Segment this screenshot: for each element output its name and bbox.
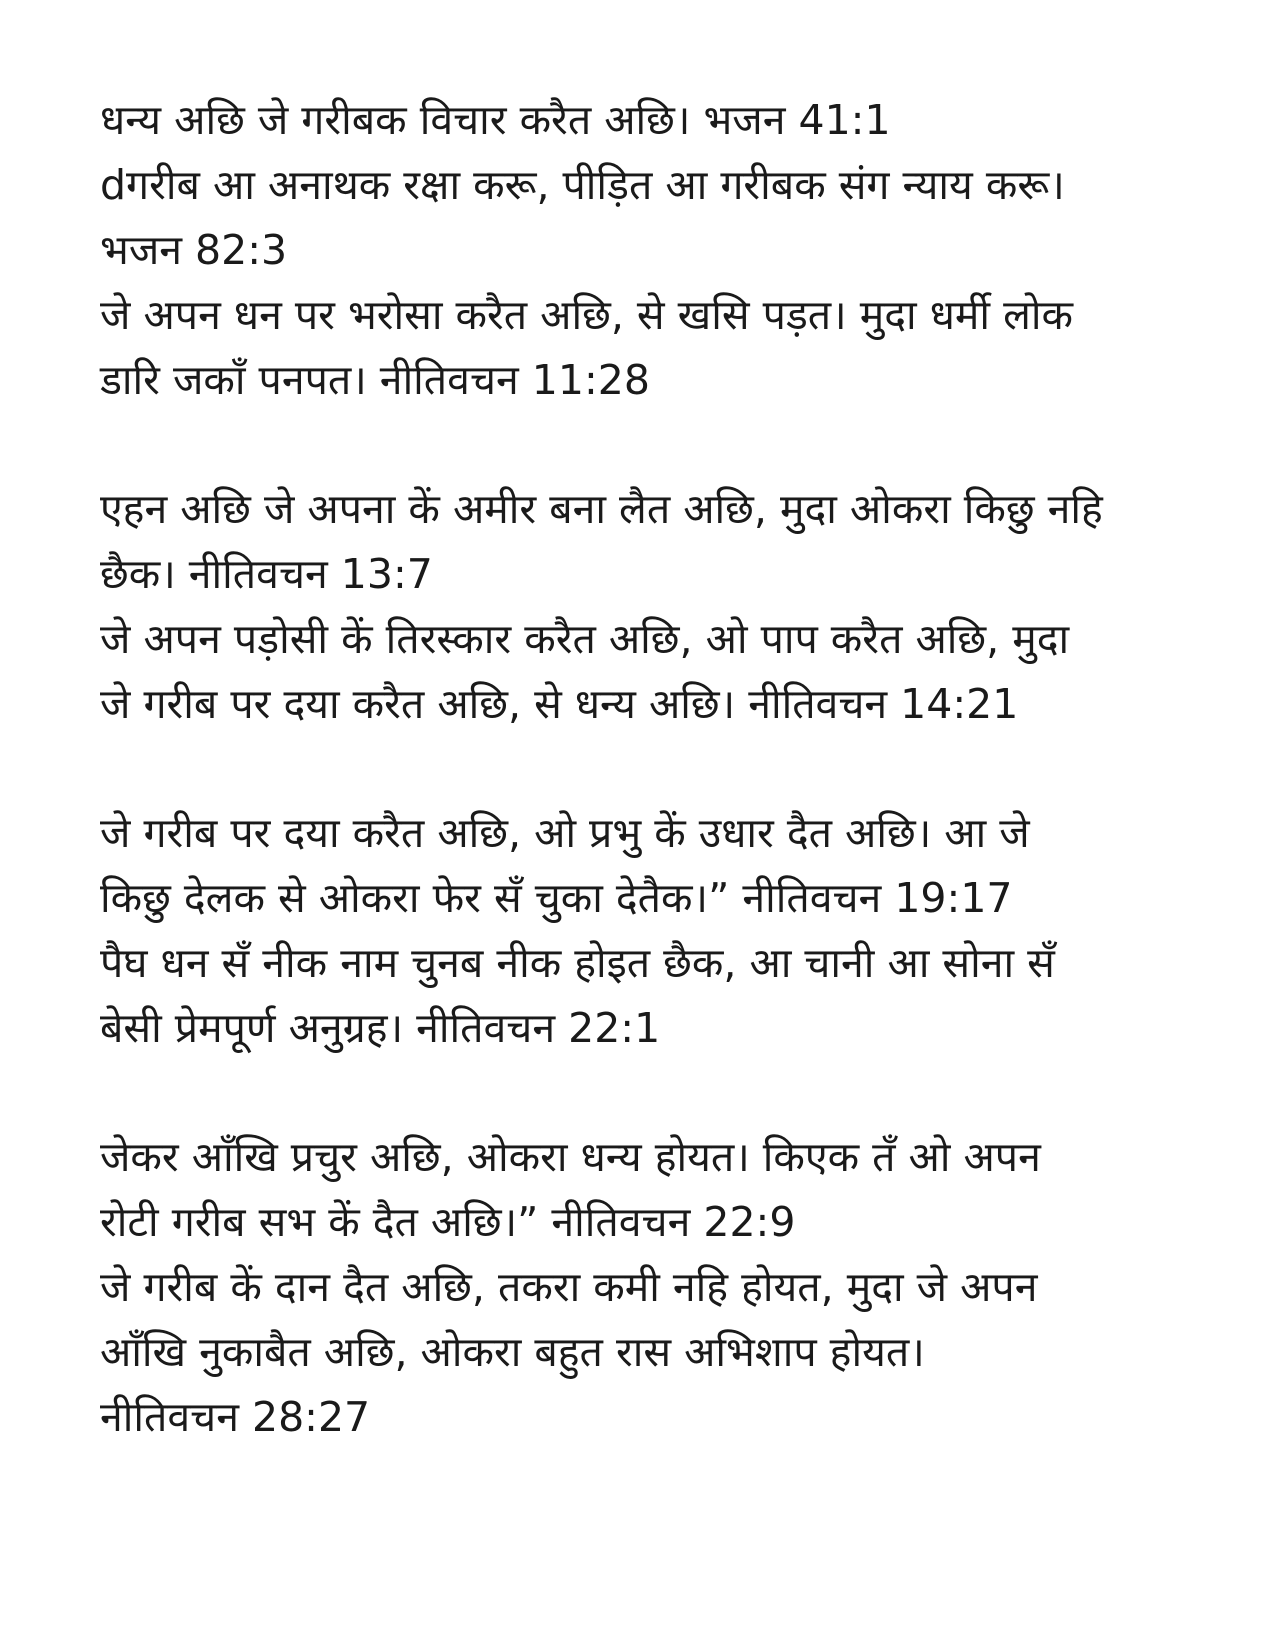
text-line: जे गरीब पर दया करैत अछि, से धन्य अछि। नीतिवचन 14:21 [100,680,1019,728]
text-line: छैक। नीतिवचन 13:7 [100,550,433,598]
text-line: एहन अछि जे अपना कें अमीर बना लैत अछि, मुदा ओकरा किछु नहि [100,485,1103,533]
text-line: बेसी प्रेमपूर्ण अनुग्रह। नीतिवचन 22:1 [100,1004,661,1052]
text-line: आँखि नुकाबैत अछि, ओकरा बहुत रास अभिशाप होयत। [100,1328,925,1376]
text-line: जेकर आँखि प्रचुर अछि, ओकरा धन्य होयत। किएक तँ ओ अपन [100,1133,1041,1181]
text-line: डारि जकाँ पनपत। नीतिवचन 11:28 [100,356,650,404]
text-line: dगरीब आ अनाथक रक्षा करू, पीड़ित आ गरीबक संग न्याय करू। [100,161,1065,209]
text-line: धन्य अछि जे गरीबक विचार करैत अछि। भजन 41:1 [100,96,891,144]
paragraph-1 [100,88,1200,413]
document-page [100,88,1200,1514]
text-line: भजन 82:3 [100,226,288,274]
text-line: जे अपन पड़ोसी कें तिरस्कार करैत अछि, ओ पाप करैत अछि, मुदा [100,615,1070,663]
paragraph-2 [100,477,1200,737]
text-line: जे गरीब कें दान दैत अछि, तकरा कमी नहि होयत, मुदा जे अपन [100,1263,1038,1311]
text-line: नीतिवचन 28:27 [100,1393,371,1441]
paragraph-4 [100,1125,1200,1450]
text-line: किछु देलक से ओकरा फेर सँ चुका देतैक।” नीतिवचन 19:17 [100,874,1013,922]
text-line: जे अपन धन पर भरोसा करैत अछि, से खसि पड़त। मुदा धर्मी लोक [100,291,1073,339]
text-line: रोटी गरीब सभ कें दैत अछि।” नीतिवचन 22:9 [100,1198,796,1246]
text-line: पैघ धन सँ नीक नाम चुनब नीक होइत छैक, आ चानी आ सोना सँ [100,939,1055,987]
text-line: जे गरीब पर दया करैत अछि, ओ प्रभु कें उधार दैत अछि। आ जे [100,809,1030,857]
paragraph-3 [100,801,1200,1061]
